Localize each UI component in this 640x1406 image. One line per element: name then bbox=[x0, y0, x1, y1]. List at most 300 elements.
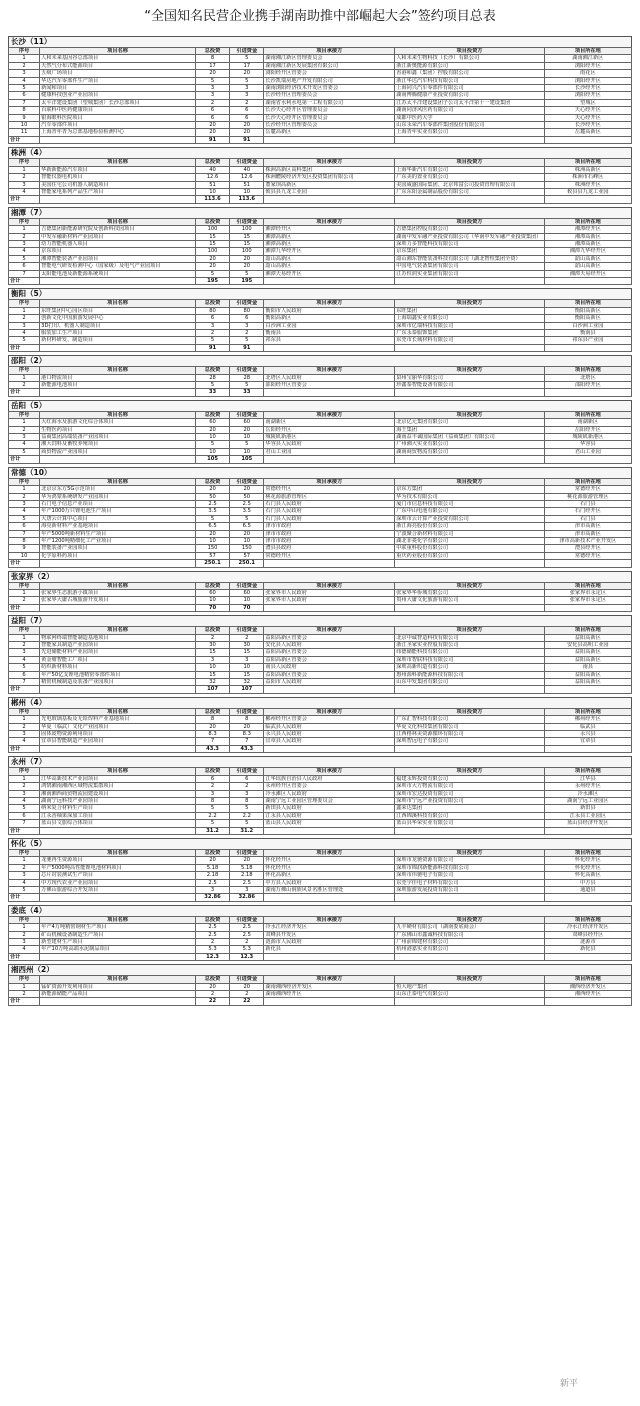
table-cell: 17 bbox=[230, 62, 264, 69]
table-cell: 10 bbox=[230, 597, 264, 604]
table-cell: 益阳市人民政府 bbox=[264, 679, 395, 686]
table-cell: 惠州源科新能源科技有限公司 bbox=[395, 671, 545, 678]
table-row bbox=[9, 337, 632, 344]
table-cell: 鑫荣达集团 bbox=[395, 805, 545, 812]
table-cell: 3 bbox=[9, 731, 40, 738]
total-empty-cell bbox=[264, 277, 395, 284]
total-row bbox=[9, 344, 632, 351]
header-cell-no: 序号 bbox=[9, 976, 40, 983]
table-cell: 北京中诚智造科技有限公司 bbox=[395, 634, 545, 641]
table-cell: 华容县人民政府 bbox=[264, 441, 395, 448]
table-cell: 湖南浏阳经济技术开发区管委会 bbox=[264, 85, 395, 92]
header-cell-investor: 项目投资方 bbox=[395, 768, 545, 775]
table-cell: 张家界市永定区 bbox=[544, 597, 631, 604]
table-cell: 6 bbox=[9, 523, 40, 530]
table-cell: 10 bbox=[230, 664, 264, 671]
table-cell: 株洲醴陵经济开发区投资集团有限公司 bbox=[264, 174, 395, 181]
table-cell: 5 bbox=[9, 85, 40, 92]
table-row bbox=[9, 330, 632, 337]
table-row bbox=[9, 537, 632, 544]
table-cell: 衡阳高新区 bbox=[544, 307, 631, 314]
table-cell: 10 bbox=[9, 552, 40, 559]
header-cell-name: 项目名称 bbox=[40, 218, 196, 225]
section-table bbox=[8, 218, 632, 286]
header-cell-no: 序号 bbox=[9, 478, 40, 485]
total-empty-cell bbox=[40, 196, 196, 203]
table-cell: 20 bbox=[230, 255, 264, 262]
table-cell: 北京京东方5G示范项目 bbox=[40, 486, 196, 493]
header-cell-location: 项目所在地 bbox=[544, 849, 631, 856]
table-cell: 年产5000吨高性能锂电池材料项目 bbox=[40, 864, 196, 871]
header-cell-location: 项目所在地 bbox=[544, 708, 631, 715]
table-cell: 10 bbox=[195, 434, 229, 441]
table-cell: 4 bbox=[9, 738, 40, 745]
table-cell: 君山工业园 bbox=[264, 448, 395, 455]
table-cell: 精密机械制造及装备产业园项目 bbox=[40, 679, 196, 686]
header-cell-no: 序号 bbox=[9, 411, 40, 418]
total-label: 合计 bbox=[9, 998, 40, 1005]
table-cell: 长沙经开区管理委员会 bbox=[264, 92, 395, 99]
table-cell: 安化县人民政府 bbox=[264, 642, 395, 649]
table-row bbox=[9, 812, 632, 819]
table-cell: 上海青年青为总部基地检验检测中心 bbox=[40, 129, 196, 136]
total-row bbox=[9, 745, 632, 752]
table-cell: 石门县 bbox=[544, 515, 631, 522]
total-label: 合计 bbox=[9, 827, 40, 834]
city-section bbox=[8, 964, 632, 1006]
table-cell: 北京亿元集团有限公司 bbox=[395, 419, 545, 426]
table-cell: 韶山高新区 bbox=[264, 263, 395, 270]
header-cell-name: 项目名称 bbox=[40, 300, 196, 307]
table-cell: 蓝山县华荣实业有限公司 bbox=[395, 820, 545, 827]
table-cell: 龙驰再生资源项目 bbox=[40, 857, 196, 864]
total-intro-value: 195 bbox=[230, 277, 264, 284]
table-cell: 湘潭九华经开区 bbox=[264, 248, 395, 255]
table-row bbox=[9, 820, 632, 827]
table-cell: 2 bbox=[195, 991, 229, 998]
table-cell: 年产10万吨高端水泥制品项目 bbox=[40, 946, 196, 953]
table-cell: 湖南宁远科技产业园项目 bbox=[40, 797, 196, 804]
header-cell-host: 项目承接方 bbox=[264, 478, 395, 485]
table-row bbox=[9, 879, 632, 886]
table-cell: 3 bbox=[230, 322, 264, 329]
table-row bbox=[9, 931, 632, 938]
total-label: 合计 bbox=[9, 686, 40, 693]
table-cell: 7 bbox=[9, 679, 40, 686]
table-cell: 3.5 bbox=[195, 508, 229, 515]
table-cell: 华达汽车零部件生产项目 bbox=[40, 77, 196, 84]
total-row bbox=[9, 389, 632, 396]
table-cell: 山东正泰电气有限公司 bbox=[395, 991, 545, 998]
table-cell: 5 bbox=[195, 805, 229, 812]
table-cell: 7 bbox=[9, 820, 40, 827]
table-header-row bbox=[9, 849, 632, 856]
table-cell: 2.5 bbox=[195, 924, 229, 931]
table-cell: 1 bbox=[9, 983, 40, 990]
table-cell: 2 bbox=[9, 597, 40, 604]
table-cell: 美国威盛国际集团、北京邦富公司投资管理有限公司 bbox=[395, 181, 545, 188]
table-cell: 2 bbox=[230, 939, 264, 946]
total-empty-cell bbox=[395, 686, 545, 693]
table-cell: 10 bbox=[230, 434, 264, 441]
table-cell: 湖南宁远工业园区 bbox=[544, 797, 631, 804]
table-cell: 南县人民政府 bbox=[264, 664, 395, 671]
table-cell: 重庆药业股份有限公司 bbox=[395, 552, 545, 559]
table-cell: 60 bbox=[230, 589, 264, 596]
table-row bbox=[9, 523, 632, 530]
table-cell: 衡南县 bbox=[264, 330, 395, 337]
total-intro-value: 113.6 bbox=[230, 196, 264, 203]
table-cell: 邵阳经开区 bbox=[544, 382, 631, 389]
table-cell: 4 bbox=[9, 656, 40, 663]
table-cell: 20 bbox=[230, 530, 264, 537]
table-cell: 10 bbox=[230, 537, 264, 544]
table-cell: 人和未来生物科技（长沙）有限公司 bbox=[395, 55, 545, 62]
table-cell: 张家界市永定区 bbox=[544, 589, 631, 596]
city-section bbox=[8, 467, 632, 568]
table-cell: 3 bbox=[230, 886, 264, 893]
table-cell: 8 bbox=[9, 537, 40, 544]
table-cell: 湘西经开区 bbox=[544, 991, 631, 998]
header-cell-no: 序号 bbox=[9, 627, 40, 634]
table-cell: 浙江海亮股份有限公司 bbox=[395, 523, 545, 530]
table-cell: 5 bbox=[195, 441, 229, 448]
total-empty-cell bbox=[264, 389, 395, 396]
table-cell: 3 bbox=[195, 656, 229, 663]
total-intro-value: 107 bbox=[230, 686, 264, 693]
table-cell: 5 bbox=[9, 515, 40, 522]
total-empty-cell bbox=[264, 953, 395, 960]
total-empty-cell bbox=[395, 389, 545, 396]
city-section bbox=[8, 905, 632, 961]
table-cell: 5 bbox=[9, 337, 40, 344]
table-cell: 香港和鑫（集团）控股有限公司 bbox=[395, 70, 545, 77]
table-cell: 张家界华侨城有限公司 bbox=[395, 589, 545, 596]
table-header-row bbox=[9, 367, 632, 374]
table-row bbox=[9, 70, 632, 77]
table-cell: 桃花源旅游管理区 bbox=[544, 493, 631, 500]
table-cell: 1 bbox=[9, 857, 40, 864]
table-row bbox=[9, 656, 632, 663]
table-cell: 湖南宁远工业园区管理委员会 bbox=[264, 797, 395, 804]
total-intro-value: 105 bbox=[230, 456, 264, 463]
city-section bbox=[8, 615, 632, 694]
table-cell: 15 bbox=[230, 233, 264, 240]
table-cell: 8 bbox=[230, 716, 264, 723]
table-cell: 湖北菲菱化学有限公司 bbox=[395, 537, 545, 544]
table-cell: 湘潭高新区 bbox=[264, 240, 395, 247]
table-cell: 贵州大庸文化旅游有限公司 bbox=[395, 597, 545, 604]
table-cell: 3 bbox=[9, 70, 40, 77]
total-row bbox=[9, 604, 632, 611]
table-header-row bbox=[9, 159, 632, 166]
header-cell-location: 项目所在地 bbox=[544, 976, 631, 983]
table-cell: 津市市政府 bbox=[264, 537, 395, 544]
table-cell: 40 bbox=[195, 166, 229, 173]
total-empty-cell bbox=[40, 953, 196, 960]
table-cell: 中方县人民政府 bbox=[264, 879, 395, 886]
header-cell-name: 项目名称 bbox=[40, 367, 196, 374]
table-cell: 双峰县经开区 bbox=[544, 931, 631, 938]
table-cell: 固体废物资源利用项目 bbox=[40, 731, 196, 738]
table-row bbox=[9, 597, 632, 604]
section-table bbox=[8, 478, 632, 568]
total-intro-value: 91 bbox=[230, 344, 264, 351]
table-cell: 10 bbox=[230, 448, 264, 455]
table-cell: 商贸物流产业园项目 bbox=[40, 448, 196, 455]
table-cell: 15 bbox=[195, 649, 229, 656]
table-cell: 10 bbox=[230, 188, 264, 195]
header-cell-host: 项目承接方 bbox=[264, 976, 395, 983]
table-row bbox=[9, 188, 632, 195]
table-row bbox=[9, 315, 632, 322]
table-cell: 5 bbox=[195, 515, 229, 522]
table-cell: 纺织新材料项目 bbox=[40, 664, 196, 671]
table-cell: 益阳高新区 bbox=[544, 671, 631, 678]
total-empty-cell bbox=[40, 998, 196, 1005]
table-cell: 2.5 bbox=[195, 879, 229, 886]
section-title: 湘潭（7） bbox=[8, 207, 632, 218]
table-cell: 衡阳高新区 bbox=[544, 315, 631, 322]
table-cell: 1 bbox=[9, 55, 40, 62]
table-row bbox=[9, 99, 632, 106]
header-cell-total: 总投资 bbox=[195, 411, 229, 418]
header-cell-host: 项目承接方 bbox=[264, 218, 395, 225]
header-cell-total: 总投资 bbox=[195, 300, 229, 307]
header-cell-name: 项目名称 bbox=[40, 708, 196, 715]
total-empty-cell bbox=[264, 136, 395, 143]
table-row bbox=[9, 649, 632, 656]
total-label: 合计 bbox=[9, 344, 40, 351]
table-cell: 深圳高新织造有限公司 bbox=[395, 664, 545, 671]
table-cell: 新材料研发、制造项目 bbox=[40, 337, 196, 344]
table-row bbox=[9, 240, 632, 247]
table-cell: 湖南湘江新区发展集团有限公司 bbox=[264, 62, 395, 69]
table-cell: 5 bbox=[195, 77, 229, 84]
table-header-row bbox=[9, 48, 632, 55]
total-intro-value: 31.2 bbox=[230, 827, 264, 834]
table-cell: 深圳市锦润新能源科技有限公司 bbox=[395, 864, 545, 871]
table-cell: 江华县 bbox=[544, 775, 631, 782]
table-cell: 60 bbox=[195, 589, 229, 596]
table-cell: 2.5 bbox=[195, 500, 229, 507]
total-empty-cell bbox=[40, 827, 196, 834]
table-row bbox=[9, 515, 632, 522]
header-cell-location: 项目所在地 bbox=[544, 218, 631, 225]
section-table bbox=[8, 411, 632, 464]
table-row bbox=[9, 62, 632, 69]
table-cell: 深圳市伟驰电子有限公司 bbox=[395, 872, 545, 879]
table-cell: 1 bbox=[9, 924, 40, 931]
header-cell-intro: 引进资金 bbox=[230, 411, 264, 418]
table-cell: 天然气分布式能源项目 bbox=[40, 62, 196, 69]
header-cell-host: 项目承接方 bbox=[264, 849, 395, 856]
total-invest-value: 91 bbox=[195, 344, 229, 351]
total-empty-cell bbox=[544, 277, 631, 284]
table-cell: 祁东县产业园 bbox=[544, 337, 631, 344]
table-cell: 智能电气研发检测中心（国家级）及电气产业园项目 bbox=[40, 263, 196, 270]
table-cell: 澧县县政府 bbox=[264, 545, 395, 552]
total-empty-cell bbox=[544, 745, 631, 752]
table-cell: 冷水江经济开发区 bbox=[544, 924, 631, 931]
table-cell: 湖南商贸物流有限公司 bbox=[395, 448, 545, 455]
table-cell: 江西锦溪科技有限公司 bbox=[395, 812, 545, 819]
header-cell-name: 项目名称 bbox=[40, 627, 196, 634]
table-cell: 京东方集团 bbox=[395, 486, 545, 493]
table-cell: 5 bbox=[230, 382, 264, 389]
table-cell: 创新文化中国旅游发展中心 bbox=[40, 315, 196, 322]
table-cell: 4 bbox=[9, 879, 40, 886]
table-cell: 长沙天心经开区管理委员会 bbox=[264, 107, 395, 114]
section-table bbox=[8, 299, 632, 352]
table-cell: 岳麓高新区 bbox=[544, 129, 631, 136]
table-cell: 6 bbox=[230, 114, 264, 121]
header-cell-total: 总投资 bbox=[195, 367, 229, 374]
table-cell: 28 bbox=[195, 374, 229, 381]
table-row bbox=[9, 374, 632, 381]
header-cell-host: 项目承接方 bbox=[264, 159, 395, 166]
table-cell: 石门经开区 bbox=[544, 508, 631, 515]
table-cell: 恒大地产集团 bbox=[395, 983, 545, 990]
city-section bbox=[8, 697, 632, 753]
table-cell: 2 bbox=[230, 991, 264, 998]
table-cell: 安化县高明工业园 bbox=[544, 642, 631, 649]
header-cell-host: 项目承接方 bbox=[264, 627, 395, 634]
table-cell: 5 bbox=[230, 270, 264, 277]
table-cell: 20 bbox=[230, 129, 264, 136]
table-cell: 5.18 bbox=[230, 864, 264, 871]
table-cell: 6 bbox=[230, 315, 264, 322]
header-cell-no: 序号 bbox=[9, 159, 40, 166]
table-cell: 城陵矶新港区 bbox=[264, 434, 395, 441]
total-empty-cell bbox=[395, 998, 545, 1005]
table-cell: 杭州港嘉实业有限公司 bbox=[395, 946, 545, 953]
table-cell: 2.5 bbox=[230, 931, 264, 938]
watermark-label: 新平 bbox=[560, 1378, 579, 1388]
table-cell: 6 bbox=[195, 775, 229, 782]
table-cell: 益阳高新区管委会 bbox=[264, 656, 395, 663]
table-cell: 2.2 bbox=[195, 812, 229, 819]
table-row bbox=[9, 181, 632, 188]
document-title: “全国知名民营企业携手湖南助推中部崛起大会”签约项目总表 bbox=[144, 9, 496, 24]
table-cell: 2 bbox=[9, 233, 40, 240]
total-row bbox=[9, 560, 632, 567]
table-row bbox=[9, 864, 632, 871]
table-cell: 衡阳市人民政府 bbox=[264, 307, 395, 314]
table-cell: 6 bbox=[230, 107, 264, 114]
table-cell: 年产5000吨新材料生产项目 bbox=[40, 530, 196, 537]
table-cell: 智能家电系列产品生产项目 bbox=[40, 188, 196, 195]
table-cell: 10 bbox=[9, 122, 40, 129]
table-cell: 8 bbox=[195, 797, 229, 804]
table-cell: 100 bbox=[230, 248, 264, 255]
table-cell: 深圳旅游发展投资有限公司 bbox=[395, 886, 545, 893]
table-cell: 南县 bbox=[544, 664, 631, 671]
header-cell-location: 项目所在地 bbox=[544, 159, 631, 166]
table-cell: 1 bbox=[9, 775, 40, 782]
table-cell: 2.5 bbox=[230, 879, 264, 886]
table-cell: 3 bbox=[195, 85, 229, 92]
table-cell: 涟源市 bbox=[544, 939, 631, 946]
table-cell: 8.3 bbox=[195, 731, 229, 738]
header-cell-intro: 引进资金 bbox=[230, 976, 264, 983]
header-cell-no: 序号 bbox=[9, 582, 40, 589]
table-cell: 君山工业园 bbox=[544, 448, 631, 455]
header-cell-name: 项目名称 bbox=[40, 582, 196, 589]
table-cell: 临武县人民政府 bbox=[264, 723, 395, 730]
header-cell-intro: 引进资金 bbox=[230, 627, 264, 634]
table-cell: 3 bbox=[195, 790, 229, 797]
total-empty-cell bbox=[395, 277, 545, 284]
table-cell: 4 bbox=[9, 248, 40, 255]
table-cell: 2 bbox=[9, 315, 40, 322]
table-header-row bbox=[9, 411, 632, 418]
table-cell: 15 bbox=[230, 240, 264, 247]
section-title: 湘西州（2） bbox=[8, 964, 632, 975]
table-cell: 广东美的置业有限公司 bbox=[395, 174, 545, 181]
table-cell: 厦门市信息科技有限公司 bbox=[395, 500, 545, 507]
header-cell-location: 项目所在地 bbox=[544, 627, 631, 634]
table-cell: 纳米复合材料生产项目 bbox=[40, 805, 196, 812]
total-intro-value: 91 bbox=[230, 136, 264, 143]
total-empty-cell bbox=[264, 686, 395, 693]
total-empty-cell bbox=[40, 344, 196, 351]
table-cell: 益阳高新区 bbox=[544, 634, 631, 641]
table-cell: 深圳市龙驰资源有限公司 bbox=[395, 857, 545, 864]
table-cell: 健康科技创业产业园项目 bbox=[40, 92, 196, 99]
table-cell: 澧县经开区 bbox=[544, 545, 631, 552]
table-cell: 150 bbox=[230, 545, 264, 552]
table-cell: 智能装备产业园项目 bbox=[40, 545, 196, 552]
table-header-row bbox=[9, 627, 632, 634]
table-cell: 1 bbox=[9, 226, 40, 233]
header-cell-location: 项目所在地 bbox=[544, 367, 631, 374]
table-cell: 51 bbox=[195, 181, 229, 188]
table-cell: 20 bbox=[195, 70, 229, 77]
table-cell: 4 bbox=[9, 797, 40, 804]
section-title: 永州（7） bbox=[8, 756, 632, 767]
table-cell: 7 bbox=[9, 99, 40, 106]
table-row bbox=[9, 589, 632, 596]
header-cell-no: 序号 bbox=[9, 218, 40, 225]
table-cell: 生物医药项目 bbox=[40, 426, 196, 433]
table-cell: 韶山高新区 bbox=[544, 263, 631, 270]
table-cell: 10 bbox=[195, 597, 229, 604]
table-cell: 江苏恒润实业集团有限公司 bbox=[395, 270, 545, 277]
header-cell-name: 项目名称 bbox=[40, 849, 196, 856]
table-cell: 2.2 bbox=[230, 812, 264, 819]
table-cell: 3 bbox=[230, 656, 264, 663]
table-row bbox=[9, 255, 632, 262]
table-cell: 益阳高新区 bbox=[544, 679, 631, 686]
table-cell: 5.3 bbox=[230, 946, 264, 953]
table-cell: 湖南省水利水电第一工程有限公司 bbox=[264, 99, 395, 106]
table-cell: 祁东县 bbox=[264, 337, 395, 344]
total-empty-cell bbox=[264, 344, 395, 351]
table-cell: 湘潭高新区 bbox=[544, 233, 631, 240]
table-cell: 6 bbox=[195, 107, 229, 114]
table-cell: 中方现代农业产业园项目 bbox=[40, 879, 196, 886]
table-cell: 5 bbox=[230, 55, 264, 62]
table-cell: 涟源市人民政府 bbox=[264, 939, 395, 946]
table-cell: 5 bbox=[230, 441, 264, 448]
table-cell: 3 bbox=[230, 790, 264, 797]
table-cell: 湘潭智能装备产业园项目 bbox=[40, 255, 196, 262]
table-cell: 华为技术有限公司 bbox=[395, 493, 545, 500]
table-cell: 石门县人民政府 bbox=[264, 500, 395, 507]
table-cell: 长沙经开区管理委员会 bbox=[264, 122, 395, 129]
table-cell: 80 bbox=[195, 307, 229, 314]
